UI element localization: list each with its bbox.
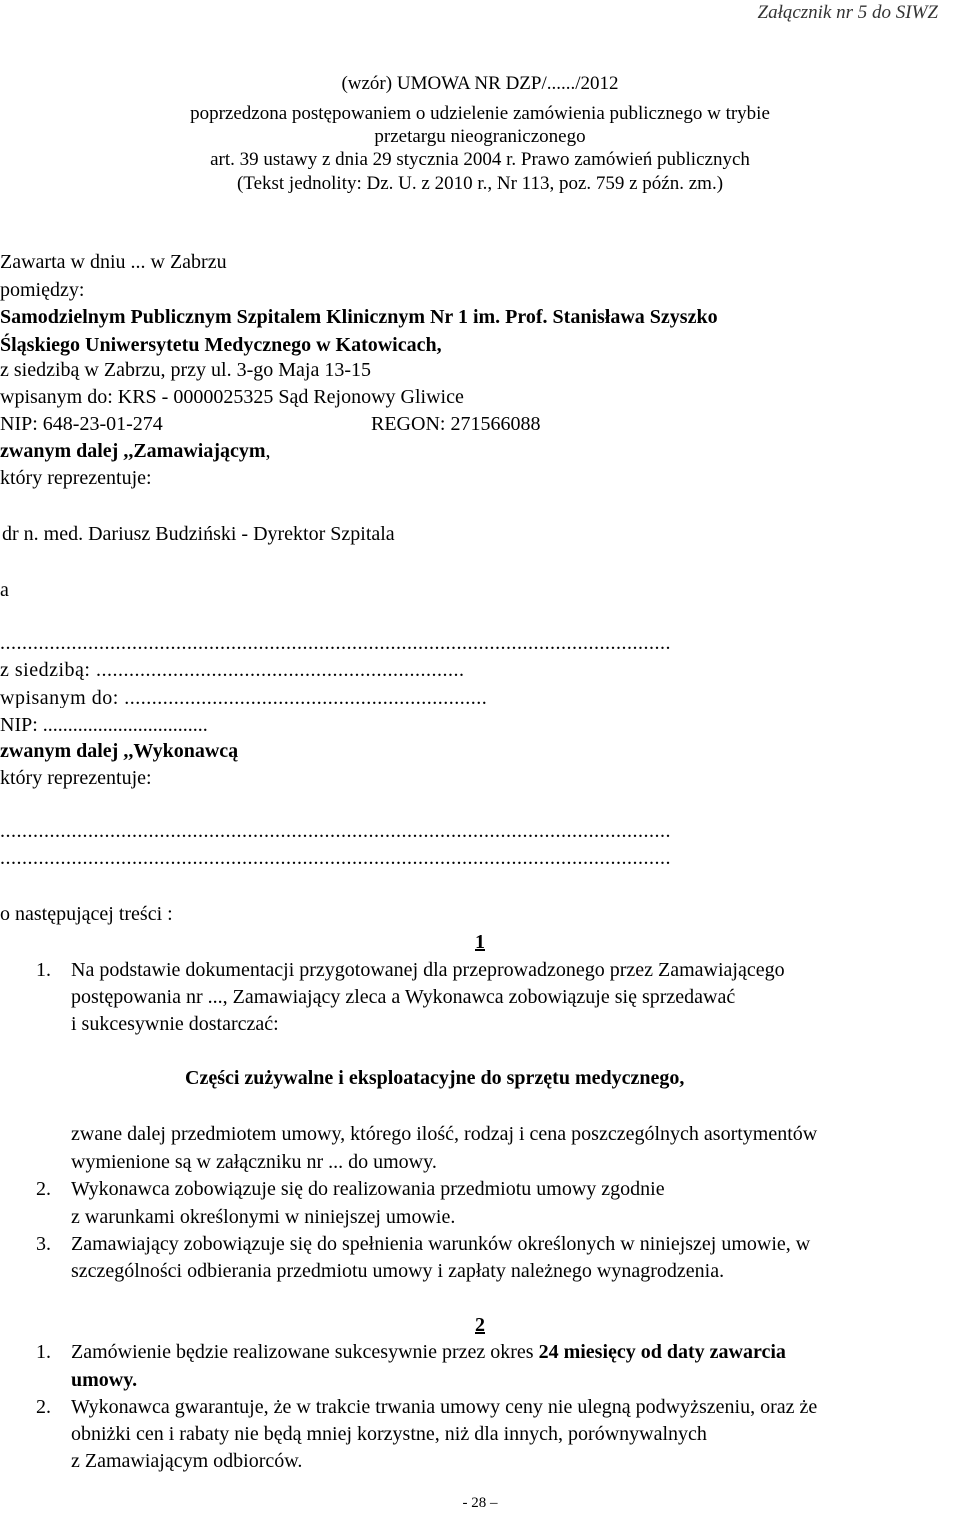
s2-p1-num: 1. — [36, 1341, 51, 1363]
party1-called-suffix: , — [265, 440, 271, 462]
title-line-3: art. 39 ustawy z dnia 29 stycznia 2004 r. Prawo zamówień publicznych — [210, 149, 750, 170]
party2-called: zwanym dalej ,,Wykonawcą — [0, 740, 239, 762]
s1-p1-line1: Na podstawie dokumentacji przygotowanej dla przeprowadzonego przez Zamawiającego — [71, 959, 785, 981]
party1-seat: z siedzibą w Zabrzu, przy ul. 3-go Maja 13-15 — [0, 359, 371, 381]
s2-p1-bold: 24 miesięcy od daty zawarcia — [538, 1341, 786, 1363]
s1-p1-num: 1. — [36, 959, 51, 981]
s1-p1-line2: postępowania nr ..., Zamawiający zleca a Wykonawca zobowiązuje się sprzedawać — [71, 986, 736, 1008]
concluded-line: Zawarta w dniu ... w Zabrzu — [0, 251, 227, 273]
s1-p2-line1: Wykonawca zobowiązuje się do realizowania przedmiotu umowy zgodnie — [71, 1178, 665, 1200]
title-line-4: (Tekst jednolity: Dz. U. z 2010 r., Nr 113, poz. 759 z późn. zm.) — [236, 173, 724, 194]
between-label: pomiędzy: — [0, 279, 85, 301]
party2-dots-line: .......................................................................................................................... — [0, 633, 671, 653]
section2-marker: 2 — [475, 1314, 485, 1336]
s1-p2-num: 2. — [36, 1178, 51, 1200]
party1-nip: NIP: 648-23-01-274 — [0, 413, 163, 435]
party1-called-prefix: zwanym dalej — [0, 440, 124, 462]
s1-p3-num: 3. — [36, 1233, 51, 1255]
title-line-2: przetargu nieograniczonego — [374, 126, 586, 147]
party1-called — [0, 441, 271, 461]
s2-p2-line2: obniżki cen i rabaty nie będą mniej korzystne, niż dla innych, porównywalnych — [71, 1423, 707, 1445]
title-prefix: (wzór) — [341, 73, 397, 94]
party1-represented: który reprezentuje: — [0, 467, 152, 489]
section1-marker: 1 — [475, 931, 485, 953]
party1-called-name: ,,Zamawiającym — [123, 440, 266, 462]
contract-title — [0, 74, 960, 93]
party2-seat: z siedzibą: ................................................................... — [0, 660, 465, 680]
s1-p1-line4: zwane dalej przedmiotem umowy, którego ilość, rodzaj i cena poszczególnych asortymentów — [71, 1123, 818, 1145]
contract-subject: Części zużywalne i eksploatacyjne do sprzętu medycznego, — [185, 1067, 685, 1089]
party2-dots-line-2: .......................................................................................................................... — [0, 848, 671, 868]
title-line-1: poprzedzona postępowaniem o udzielenie zamówienia publicznego w trybie — [190, 103, 770, 124]
party1-name-line2: Śląskiego Uniwersytetu Medycznego w Katowicach, — [0, 334, 442, 356]
annex-header: Załącznik nr 5 do SIWZ — [757, 2, 938, 23]
party2-registered: wpisanym do: .................................................................. — [0, 688, 488, 708]
s2-p2-line1: Wykonawca gwarantuje, że w trakcie trwania umowy ceny nie ulegną podwyższeniu, oraz że — [71, 1396, 818, 1418]
s1-p2-line2: z warunkami określonymi w niniejszej umowie. — [71, 1206, 456, 1228]
s1-p3-line1: Zamawiający zobowiązuje się do spełnienia warunków określonych w niniejszej umowie, w — [71, 1233, 811, 1255]
party1-regon: REGON: 271566088 — [371, 413, 541, 435]
page-number: - 28 – — [462, 1495, 498, 1511]
party1-representative: dr n. med. Dariusz Budziński - Dyrektor Szpitala — [2, 523, 395, 545]
party1-krs: wpisanym do: KRS - 0000025325 Sąd Rejonowy Gliwice — [0, 386, 464, 408]
party1-name-line1: Samodzielnym Publicznym Szpitalem Klinicznym Nr 1 im. Prof. Stanisława Szyszko — [0, 306, 718, 328]
s1-p1-line5: wymienione są w załączniku nr ... do umowy. — [71, 1151, 437, 1173]
s2-p1-line1 — [71, 1342, 786, 1362]
s1-p3-line2: szczególności odbierania przedmiotu umowy i zapłaty należnego wynagrodzenia. — [71, 1260, 725, 1282]
party2-dots-line-1: .......................................................................................................................... — [0, 821, 671, 841]
party2-nip: NIP: ................................. — [0, 714, 208, 736]
party2-represented: który reprezentuje: — [0, 767, 152, 789]
s2-p1-text: Zamówienie będzie realizowane sukcesywnie przez okres — [71, 1341, 539, 1363]
s1-p1-line3: i sukcesywnie dostarczać: — [71, 1013, 279, 1035]
s2-p2-line3: z Zamawiającym odbiorców. — [71, 1450, 303, 1472]
s2-p1-line2: umowy. — [71, 1369, 138, 1391]
conjunction: a — [0, 579, 9, 601]
content-intro: o następującej treści : — [0, 903, 173, 925]
title-main: UMOWA NR DZP/....../2012 — [396, 73, 619, 94]
s2-p2-num: 2. — [36, 1396, 51, 1418]
